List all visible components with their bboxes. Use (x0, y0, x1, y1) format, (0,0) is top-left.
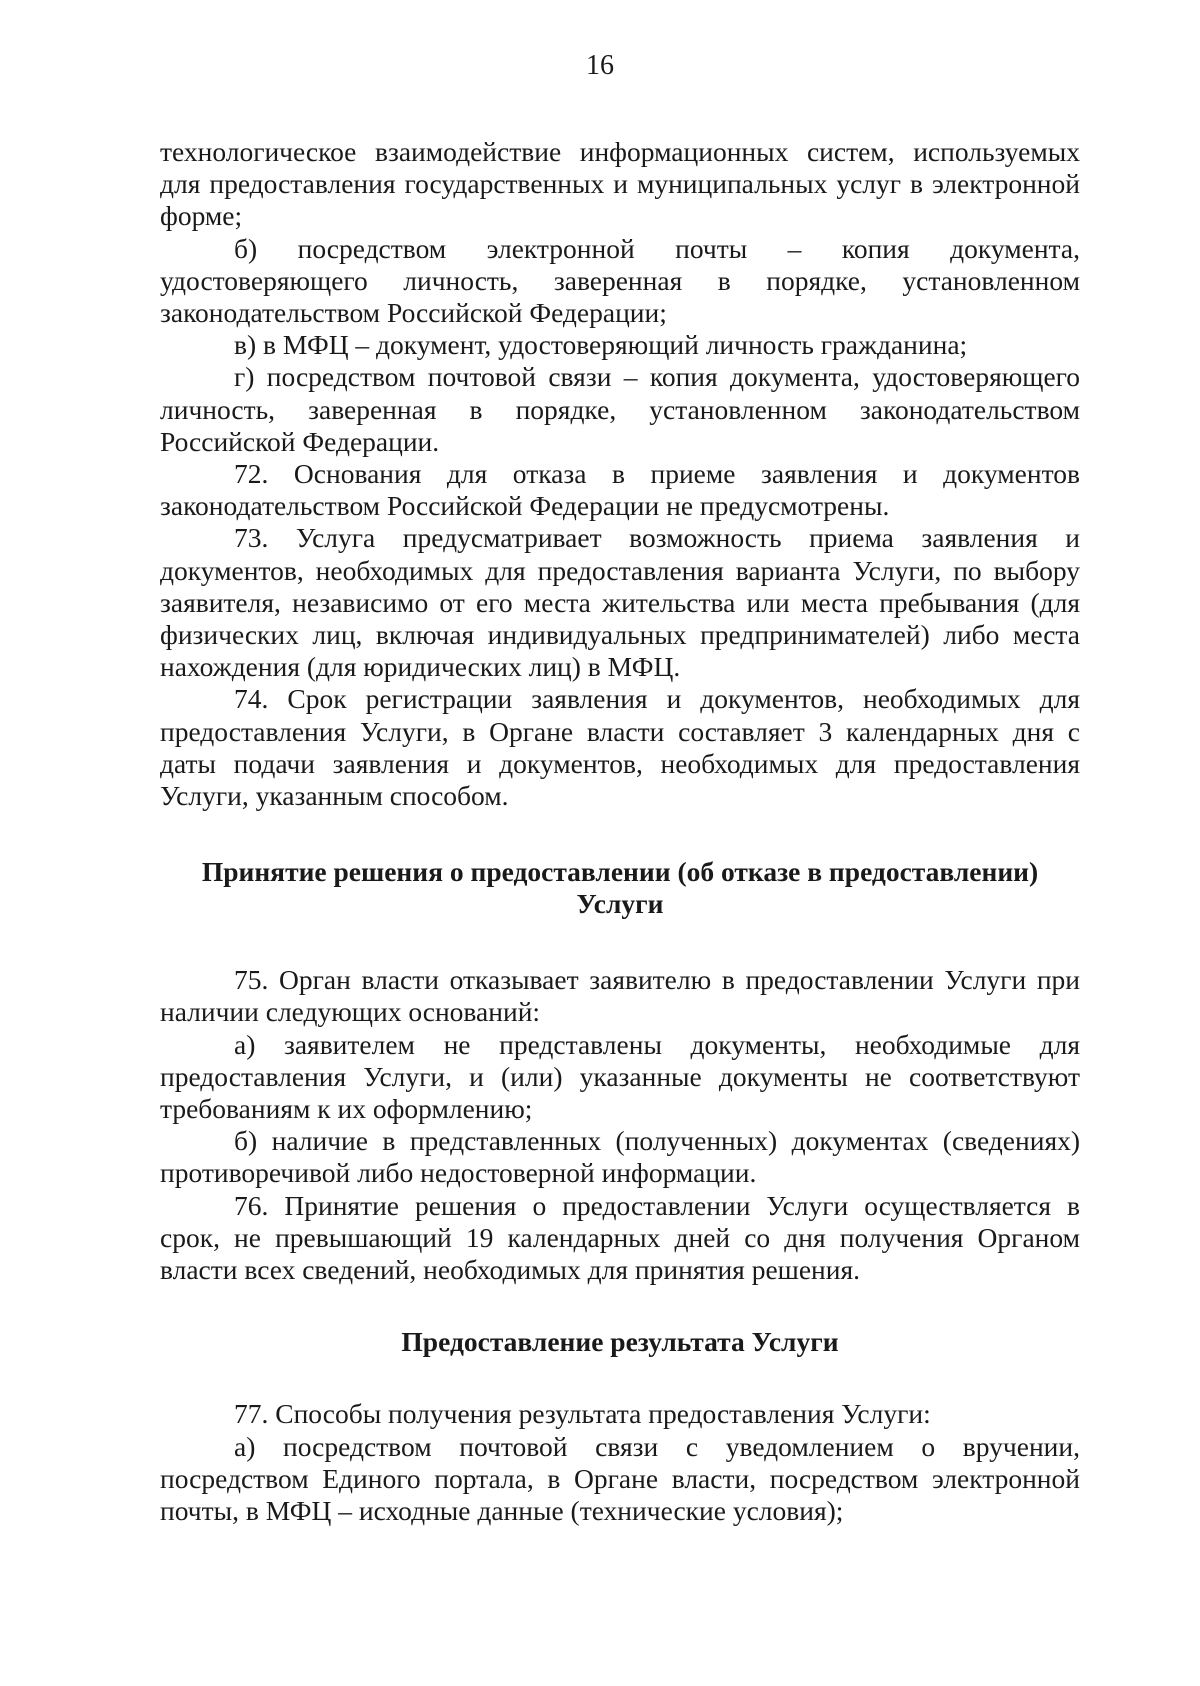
section-heading-decision-line2: Услуги (576, 888, 664, 920)
paragraph-77: 77. Способы получения результата предоставления Услуги: (234, 1398, 931, 1430)
paragraph-continuation: технологическое взаимодействие информационных систем, используемых для предоставления государственных и муниципальных услуг в электронной форме; (160, 136, 1080, 232)
section-heading-result: Предоставление результата Услуги (401, 1326, 839, 1358)
paragraph-item-g-post: г) посредством почтовой связи – копия документа, удостоверяющего личность, заверенная в порядке, установленном законодательством Российской Федерации. (160, 361, 1080, 457)
paragraph-74: 74. Срок регистрации заявления и документов, необходимых для предоставления Услуги, в Органе власти составляет 3 календарных дня с даты подачи заявления и документов, необходимых для предоставления Услуги, указанным способом. (160, 683, 1080, 812)
document-body (160, 136, 1080, 1527)
paragraph-item-v-mfc: в) в МФЦ – документ, удостоверяющий личность гражданина; (234, 329, 968, 361)
paragraph-75: 75. Орган власти отказывает заявителю в предоставлении Услуги при наличии следующих оснований: (160, 964, 1080, 1028)
paragraph-73: 73. Услуга предусматривает возможность приема заявления и документов, необходимых для предоставления варианта Услуги, по выбору заявителя, независимо от его места жительства или места пребывания (для физических лиц, включая индивидуальных предпринимателей) либо места нахождения (для юридических лиц) в МФЦ. (160, 522, 1080, 683)
page-number: 16 (586, 50, 614, 81)
section-heading-decision-line1: Принятие решения о предоставлении (об отказе в предоставлении) (201, 856, 1039, 888)
paragraph-item-b-email: б) посредством электронной почты – копия документа, удостоверяющего личность, заверенная в порядке, установленном законодательством Российской Федерации; (160, 232, 1080, 329)
paragraph-75-item-b: б) наличие в представленных (полученных) документах (сведениях) противоречивой либо недостоверной информации. (160, 1125, 1080, 1189)
paragraph-76: 76. Принятие решения о предоставлении Услуги осуществляется в срок, не превышающий 19 календарных дней со дня получения Органом власти всех сведений, необходимых для принятия решения. (160, 1189, 1080, 1286)
paragraph-77-item-a: а) посредством почтовой связи с уведомлением о вручении, посредством Единого портала, в Органе власти, посредством электронной почты, в МФЦ – исходные данные (технические условия); (160, 1430, 1080, 1526)
paragraph-75-item-a: а) заявителем не представлены документы, необходимые для предоставления Услуги, и (или) указанные документы не соответствуют требованиям к их оформлению; (160, 1028, 1080, 1125)
paragraph-72: 72. Основания для отказа в приеме заявления и документов законодательством Российской Федерации не предусмотрены. (160, 458, 1080, 522)
section-heading-decision (160, 856, 1080, 920)
